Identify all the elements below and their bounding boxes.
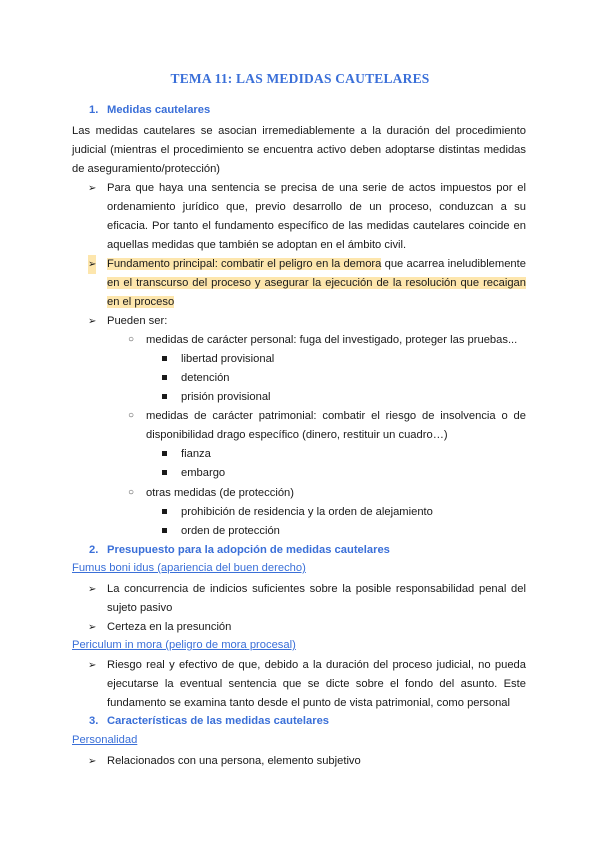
bullet-text xyxy=(107,255,526,312)
square-bullet-icon xyxy=(162,470,167,475)
arrow-bullet-icon: ➢ xyxy=(88,622,97,633)
periculum-link[interactable]: Periculum in mora (peligro de mora procesal) xyxy=(72,639,296,651)
square-bullet-icon xyxy=(162,394,167,399)
list-item: embargo xyxy=(162,464,225,483)
bullet-pueden-ser xyxy=(89,312,526,331)
sub-bullet-text: otras medidas (de protección) xyxy=(146,487,294,499)
list-item: prisión provisional xyxy=(162,388,271,407)
square-bullet-icon xyxy=(162,375,167,380)
section-heading-3 xyxy=(89,715,329,727)
bullet-text: La concurrencia de indicios suficientes sobre la posible responsabilidad penal del sujeto pasivo xyxy=(107,583,526,614)
arrow-bullet-icon: ➢ xyxy=(88,660,97,671)
bullet-riesgo xyxy=(89,656,526,713)
sub-bullet-patrimonial xyxy=(128,407,526,445)
section-number: 1. xyxy=(89,104,99,116)
sub-bullet-text: medidas de carácter patrimonial: combatir el riesgo de insolvencia o de disponibilidad drago específico (dinero, restituir un cuadro…) xyxy=(146,410,526,441)
bullet-text: Certeza en la presunción xyxy=(107,621,232,633)
bullet-concurrencia xyxy=(89,580,526,618)
list-item: prohibición de residencia y la orden de alejamiento xyxy=(162,503,433,522)
fumus-link[interactable]: Fumus boni idus (apariencia del buen derecho) xyxy=(72,562,306,574)
plain-text: que acarrea ineludiblemente xyxy=(381,258,526,270)
square-bullet-icon xyxy=(162,509,167,514)
list-item: orden de protección xyxy=(162,522,280,541)
list-item: libertad provisional xyxy=(162,350,274,369)
arrow-bullet-icon: ➢ xyxy=(88,255,96,274)
page-title: TEMA 11: LAS MEDIDAS CAUTELARES xyxy=(170,71,430,86)
square-bullet-icon xyxy=(162,528,167,533)
square-bullet-icon xyxy=(162,451,167,456)
bullet-text: Relacionados con una persona, elemento subjetivo xyxy=(107,755,361,767)
bullet-actos xyxy=(89,179,526,255)
sub-bullet-text: medidas de carácter personal: fuga del investigado, proteger las pruebas... xyxy=(146,334,518,346)
section-heading-text: Presupuesto para la adopción de medidas cautelares xyxy=(107,544,390,556)
circle-bullet-icon: ○ xyxy=(128,334,135,345)
section-heading-text: Medidas cautelares xyxy=(107,104,211,116)
sub-bullet-otras xyxy=(128,484,526,503)
section-number: 2. xyxy=(89,544,99,556)
arrow-bullet-icon: ➢ xyxy=(88,183,97,194)
circle-bullet-icon: ○ xyxy=(128,487,135,498)
bullet-relacionados xyxy=(89,752,526,771)
arrow-bullet-icon: ➢ xyxy=(88,316,97,327)
square-bullet-icon xyxy=(162,356,167,361)
section-heading-1 xyxy=(89,104,210,116)
bullet-text: Riesgo real y efectivo de que, debido a la duración del proceso judicial, no pueda ejecutarse la eventual sentencia que se dicte sobre el fondo del asunto. Este fundamento se examina tanto desde el punto de vista patrimonial, como personal xyxy=(107,659,526,709)
bullet-text: Pueden ser: xyxy=(107,315,168,327)
section-heading-2 xyxy=(89,544,390,556)
sub-bullet-personal xyxy=(128,331,526,350)
arrow-bullet-icon: ➢ xyxy=(88,756,97,767)
bullet-text: Para que haya una sentencia se precisa de una serie de actos impuestos por el ordenamiento jurídico que, previo desarrollo de un proceso, conduzcan a su eficacia. Por tanto el fundamento específico de las medidas cautelares coincide en aquellas medidas que también se adoptan en el ámbito civil. xyxy=(107,182,526,251)
circle-bullet-icon: ○ xyxy=(128,410,135,421)
highlighted-text: en el transcurso del proceso y asegurar la ejecución de la resolución que recaigan en el proceso xyxy=(107,277,526,308)
bullet-certeza xyxy=(89,618,526,637)
list-item: fianza xyxy=(162,445,211,464)
personalidad-link[interactable]: Personalidad xyxy=(72,734,138,746)
intro-paragraph: Las medidas cautelares se asocian irremediablemente a la duración del procedimiento judicial (mientras el procedimiento se encuentra activo deben adoptarse distintas medidas de aseguramiento/protección) xyxy=(72,125,526,175)
highlighted-text: Fundamento principal: combatir el peligro en la demora xyxy=(107,258,382,270)
bullet-fundamento xyxy=(89,255,526,312)
section-heading-text: Características de las medidas cautelares xyxy=(107,715,330,727)
section-number: 3. xyxy=(89,715,99,727)
list-item: detención xyxy=(162,369,230,388)
arrow-bullet-icon: ➢ xyxy=(88,584,97,595)
